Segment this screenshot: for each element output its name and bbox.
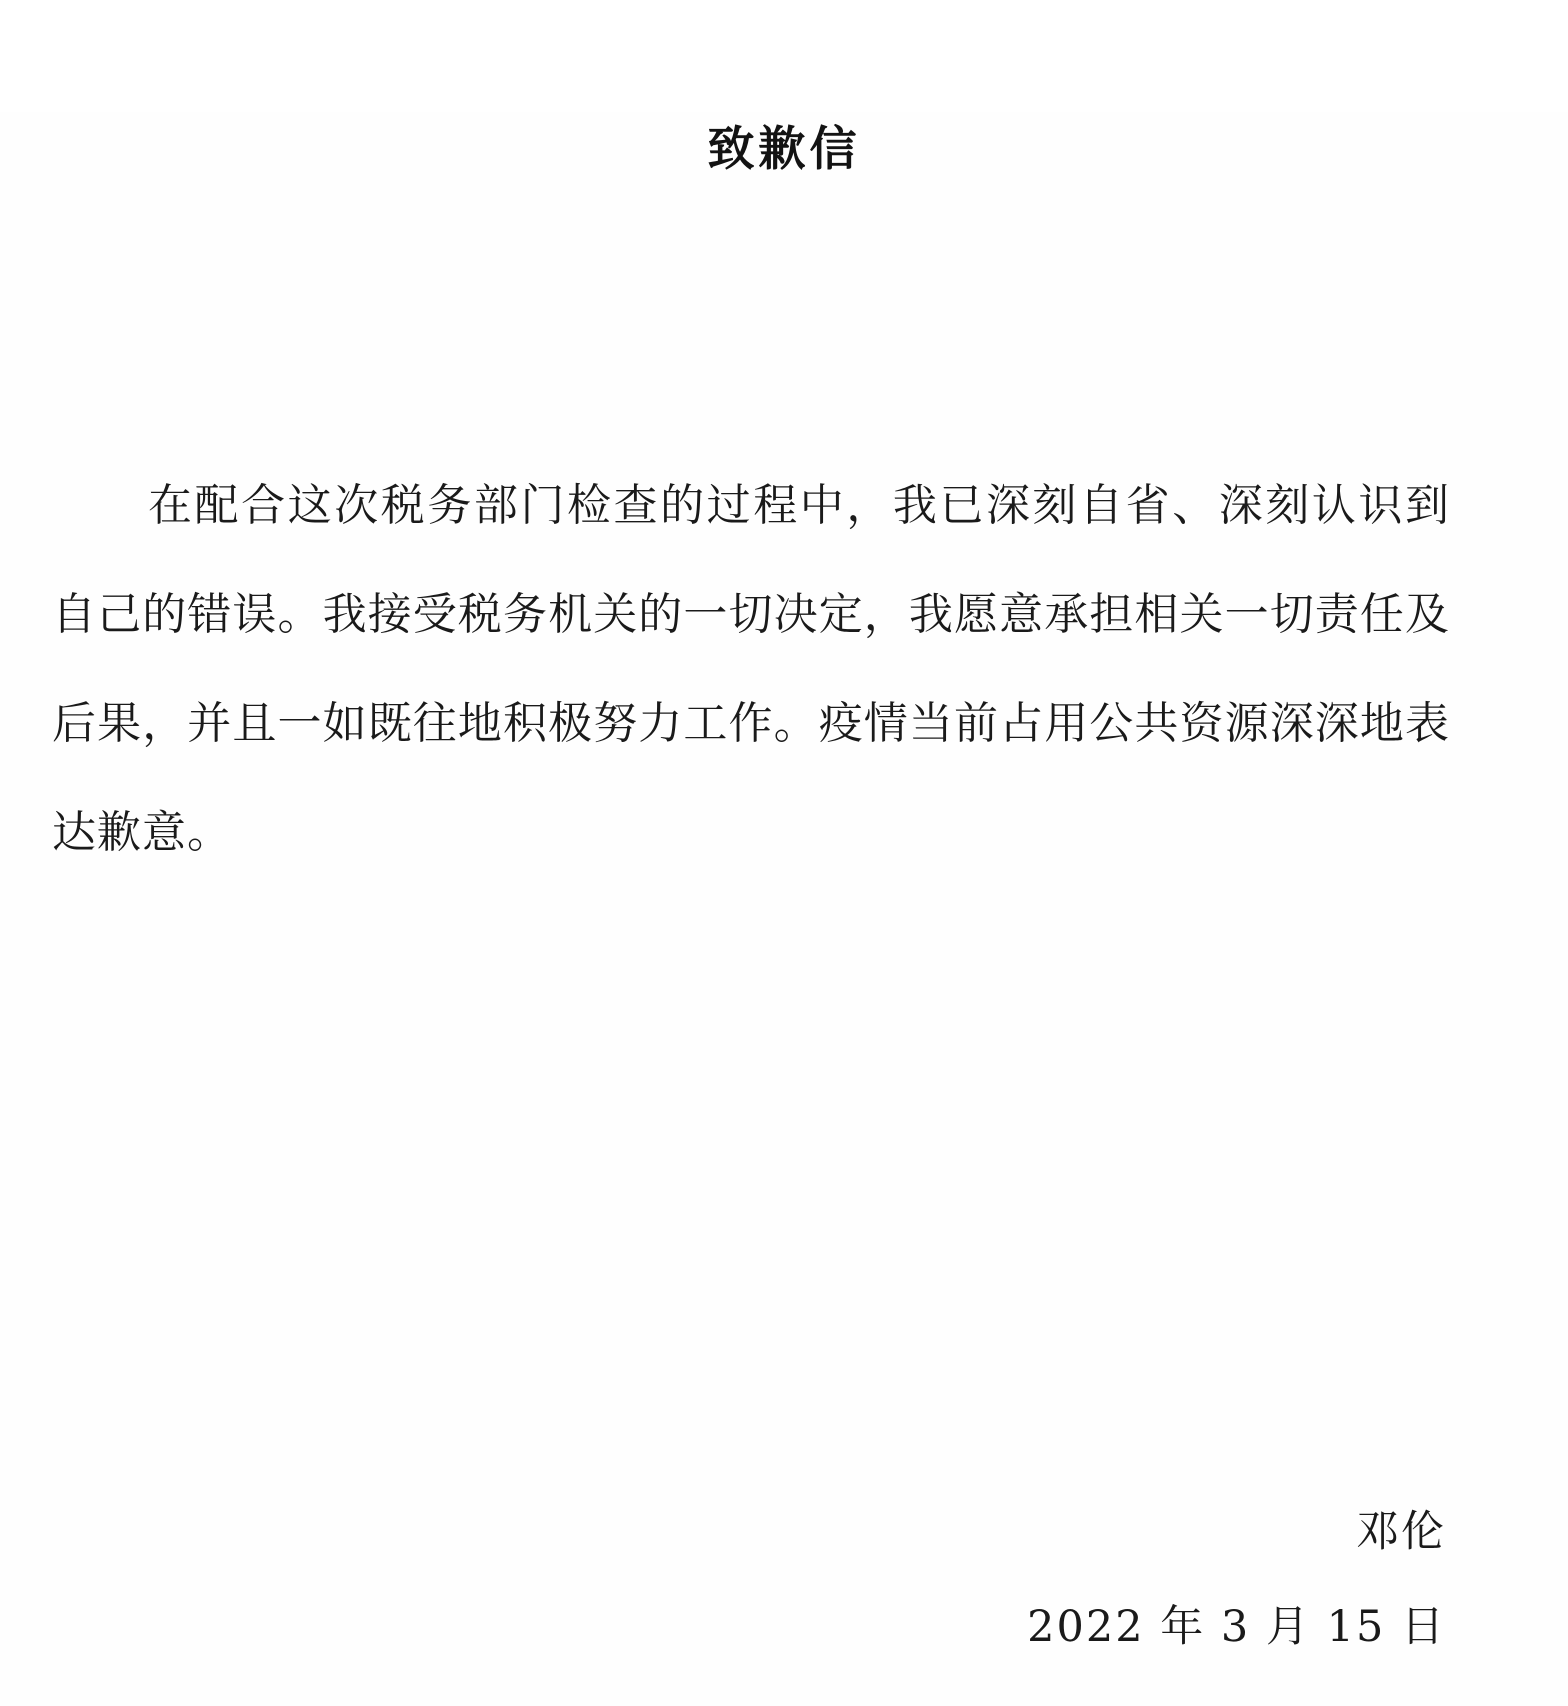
signature-date: 2022 年 3 月 15 日: [1027, 1602, 1446, 1652]
document-body: [0, 451, 1568, 887]
signature-name: 邓伦: [1356, 1507, 1446, 1557]
signature-block: [1027, 1480, 1446, 1670]
document-page: [0, 112, 1568, 1706]
body-paragraph: 在配合这次税务部门检查的过程中，我已深刻自省、深刻认识到自己的错误。我接受税务机关的一切决定，我愿意承担相关一切责任及后果，并且一如既往地积极努力工作。疫情当前占用公共资源深深地表达歉意。: [52, 480, 1450, 858]
page-title: 致歉信: [707, 122, 861, 177]
